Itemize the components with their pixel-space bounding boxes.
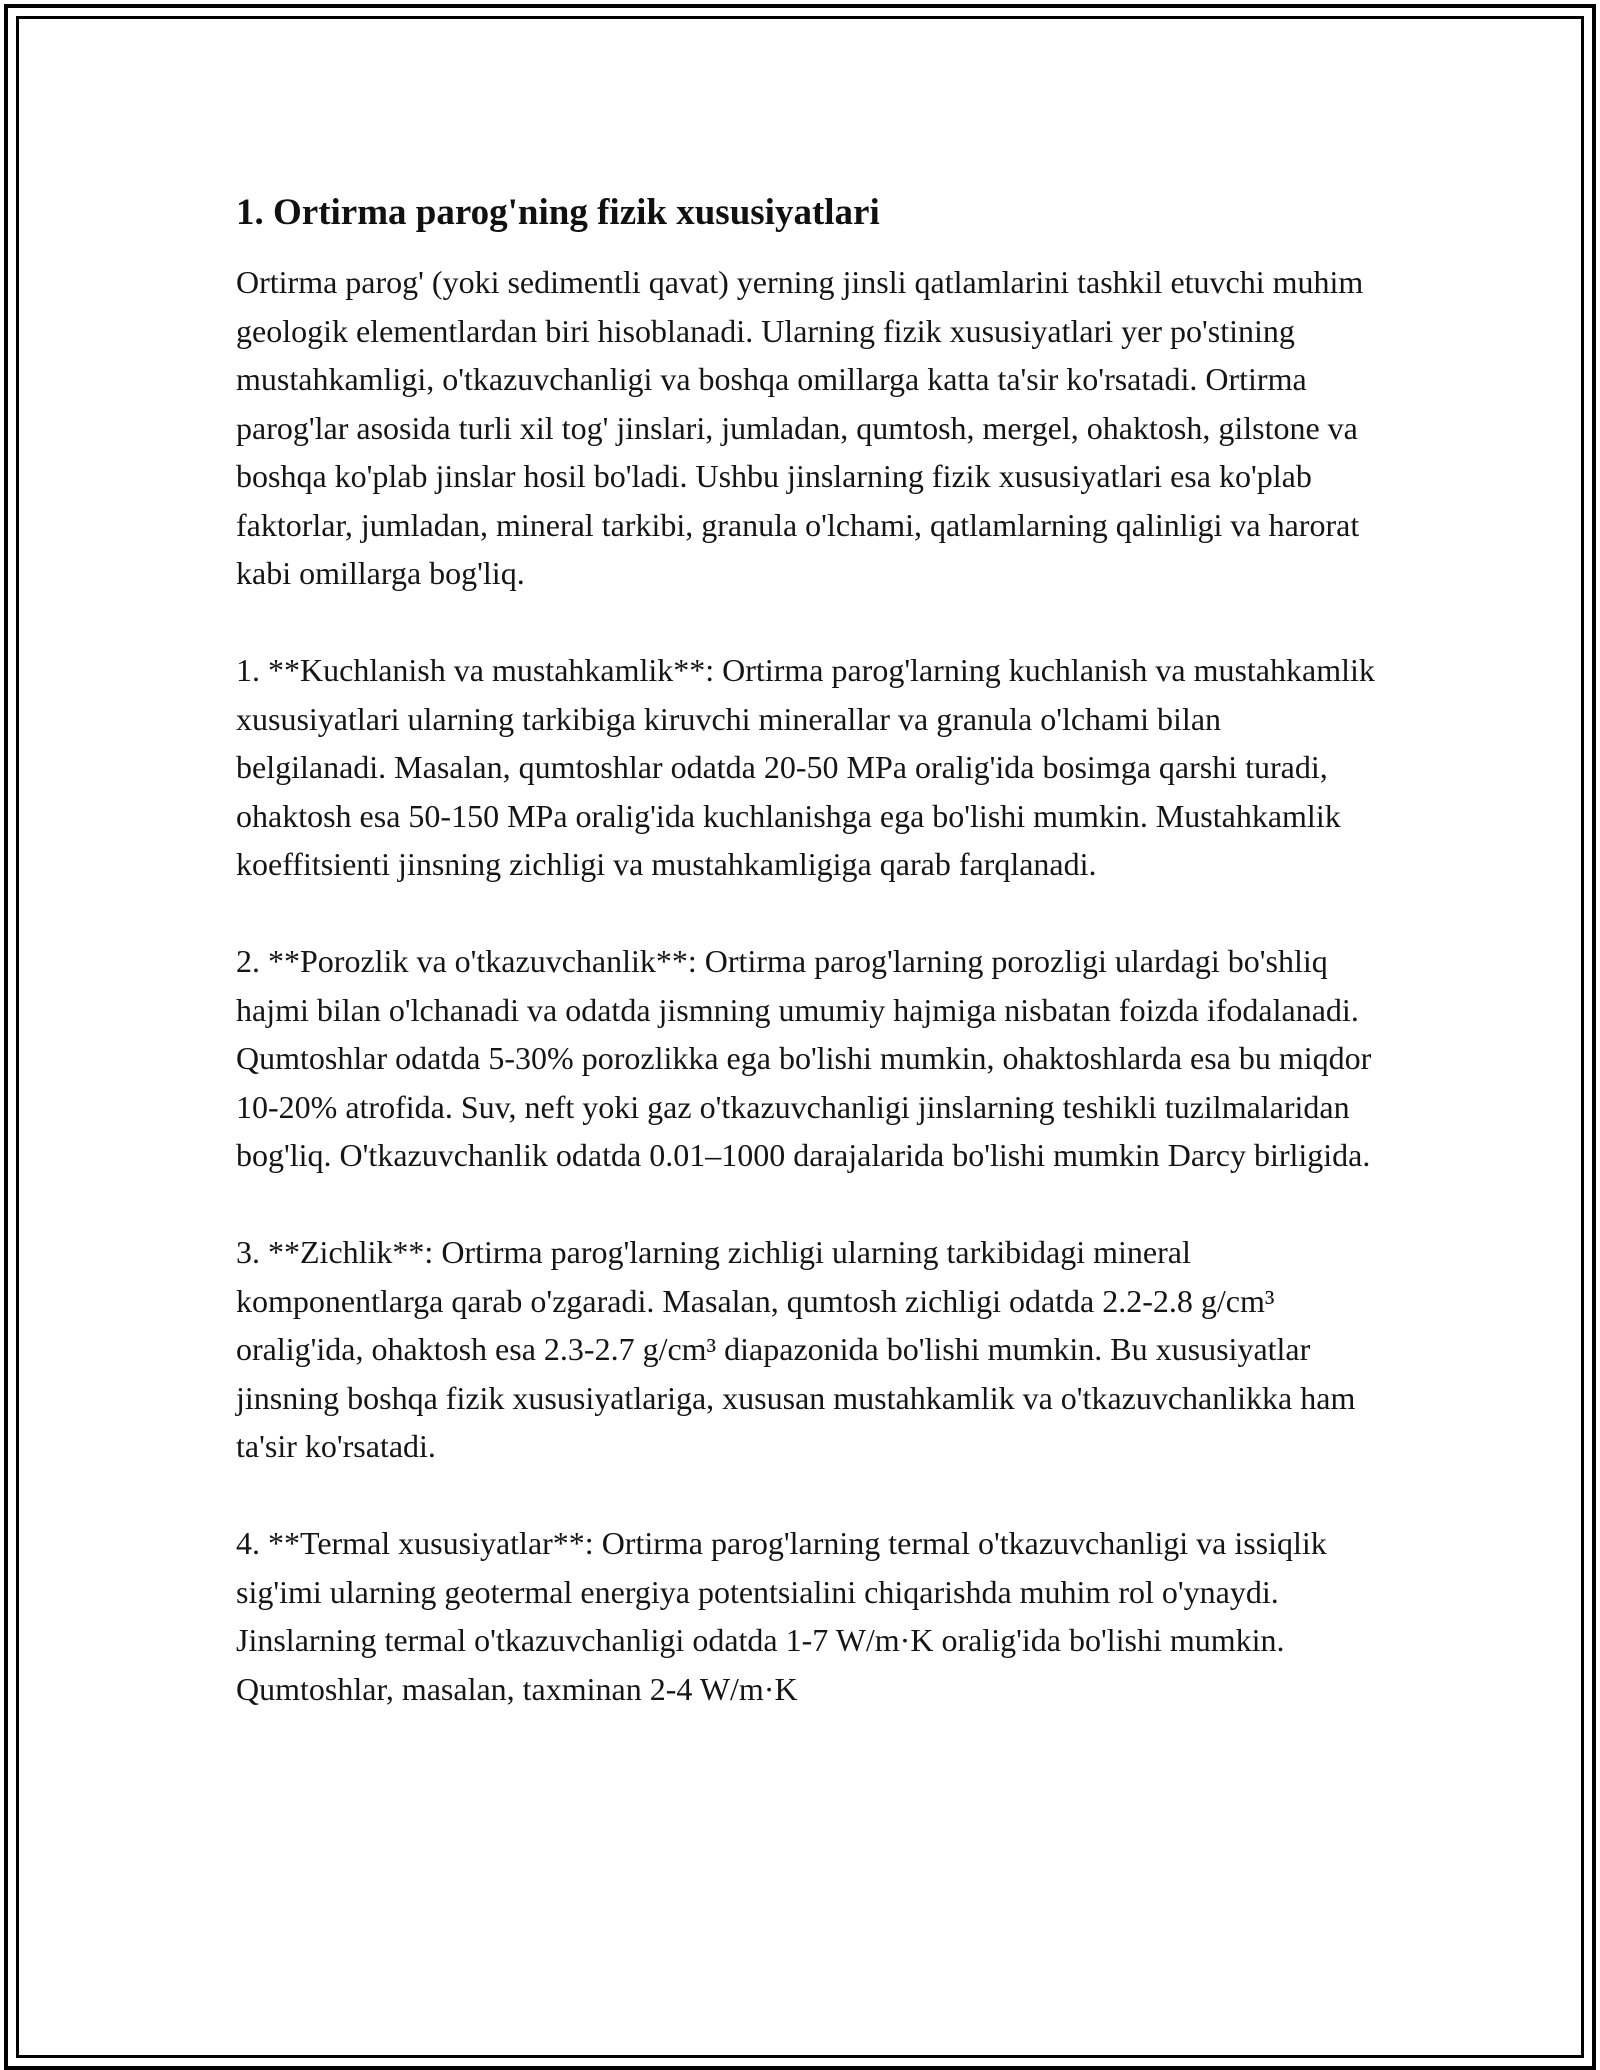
list-item-strength: 1. **Kuchlanish va mustahkamlik**: Ortirma parog'larning kuchlanish va mustahkamlik xususiyatlari ularning tarkibiga kiruvchi minerallar va granula o'lchami bilan belgilanadi. Masalan, qumtoshlar odatda 20-50 MPa oralig'ida bosimga qarshi turadi, ohaktosh esa 50-150 MPa oralig'ida kuchlanishga ega bo'lishi mumkin. Mustahkamlik koeffitsienti jinsning zichligi va mustahkamligiga qarab farqlanadi.: [236, 652, 1375, 882]
list-item-porosity: 2. **Porozlik va o'tkazuvchanlik**: Ortirma parog'larning porozligi ulardagi bo'shliq hajmi bilan o'lchanadi va odatda jismning umumiy hajmiga nisbatan foizda ifodalanadi. Qumtoshlar odatda 5-30% porozlikka ega bo'lishi mumkin, ohaktoshlarda esa bu miqdor 10-20% atrofida. Suv, neft yoki gaz o'tkazuvchanligi jinslarning teshikli tuzilmalaridan bog'liq. O'tkazuvchanlik odatda 0.01–1000 darajalarida bo'lishi mumkin Darcy birligida.: [236, 943, 1372, 1173]
section-heading: 1. Ortirma parog'ning fizik xususiyatlari: [236, 192, 880, 233]
intro-paragraph: Ortirma parog' (yoki sedimentli qavat) yerning jinsli qatlamlarini tashkil etuvchi muhim geologik elementlardan biri hisoblanadi. Ularning fizik xususiyatlari yer po'stining mustahkamligi, o'tkazuvchanligi va boshqa omillarga katta ta'sir ko'rsatadi. Ortirma parog'lar asosida turli xil tog' jinslari, jumladan, qumtosh, mergel, ohaktosh, gilstone va boshqa ko'plab jinslar hosil bo'ladi. Ushbu jinslarning fizik xususiyatlari esa ko'plab faktorlar, jumladan, mineral tarkibi, granula o'lchami, qatlamlarning qalinligi va harorat kabi omillarga bog'liq.: [236, 264, 1364, 591]
list-item-thermal: 4. **Termal xususiyatlar**: Ortirma parog'larning termal o'tkazuvchanligi va issiqlik sig'imi ularning geotermal energiya potentsialini chiqarishda muhim rol o'ynaydi. Jinslarning termal o'tkazuvchanligi odatda 1-7 W/m·K oralig'ida bo'lishi mumkin. Qumtoshlar, masalan, taxminan 2-4 W/m·K: [236, 1525, 1327, 1707]
document-body: [236, 188, 1376, 1762]
list-item-density: 3. **Zichlik**: Ortirma parog'larning zichligi ularning tarkibidagi mineral komponentlarga qarab o'zgaradi. Masalan, qumtosh zichligi odatda 2.2-2.8 g/cm³ oralig'ida, ohaktosh esa 2.3-2.7 g/cm³ diapazonida bo'lishi mumkin. Bu xususiyatlar jinsning boshqa fizik xususiyatlariga, xususan mustahkamlik va o'tkazuvchanlikka ham ta'sir ko'rsatadi.: [236, 1234, 1356, 1464]
